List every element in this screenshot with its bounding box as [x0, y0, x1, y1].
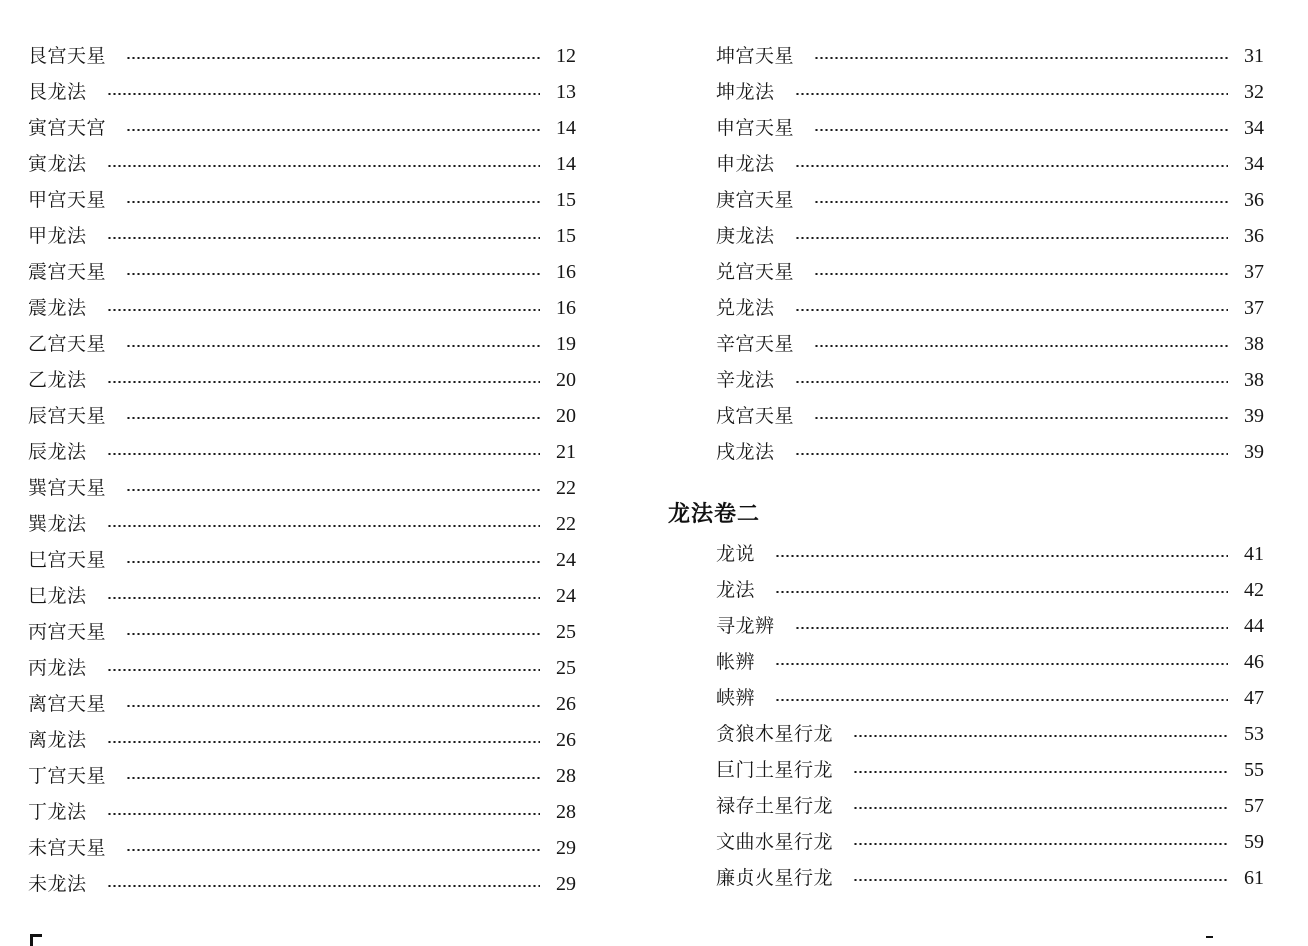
page-number: 36 [1244, 189, 1264, 211]
entry-title: 龙说 [716, 543, 756, 565]
toc-entry [28, 38, 576, 74]
page-number: 21 [556, 441, 576, 463]
entry-title: 申宫天星 [716, 117, 795, 139]
dot-leader [795, 453, 1228, 455]
dot-leader [107, 813, 540, 815]
dot-leader [775, 699, 1228, 701]
page-number: 28 [556, 765, 576, 787]
page-number: 16 [556, 261, 576, 283]
page-number: 39 [1244, 441, 1264, 463]
entry-title: 帐辨 [716, 651, 756, 673]
page-number: 25 [556, 657, 576, 679]
dot-leader [795, 165, 1228, 167]
entry-title: 巳宫天星 [28, 549, 107, 571]
entry-title: 震龙法 [28, 297, 87, 319]
dot-leader [107, 309, 540, 311]
toc-entry [668, 326, 1264, 362]
toc-entry [28, 290, 576, 326]
entry-title: 离龙法 [28, 729, 87, 751]
entry-title: 寅龙法 [28, 153, 87, 175]
page-number: 38 [1244, 333, 1264, 355]
entry-title: 文曲水星行龙 [716, 831, 834, 853]
page-number: 34 [1244, 117, 1264, 139]
dot-leader [107, 237, 540, 239]
page-number: 22 [556, 477, 576, 499]
entry-title: 戌宫天星 [716, 405, 795, 427]
dot-leader [853, 735, 1228, 737]
dot-leader [126, 345, 540, 347]
entry-title: 兑宫天星 [716, 261, 795, 283]
entry-title: 坤宫天星 [716, 45, 795, 67]
page-number: 41 [1244, 543, 1264, 565]
toc-entry [668, 146, 1264, 182]
page-number: 42 [1244, 579, 1264, 601]
dot-leader [814, 57, 1228, 59]
entry-title: 艮宫天星 [28, 45, 107, 67]
dot-leader [126, 561, 540, 563]
toc-entry [28, 470, 576, 506]
dot-leader [853, 879, 1228, 881]
toc-entry [668, 110, 1264, 146]
toc-entry [28, 362, 576, 398]
toc-entry [28, 758, 576, 794]
entry-title: 庚宫天星 [716, 189, 795, 211]
entry-title: 丁宫天星 [28, 765, 107, 787]
dot-leader [853, 843, 1228, 845]
page-number: 38 [1244, 369, 1264, 391]
dot-leader [107, 741, 540, 743]
entry-title: 禄存土星行龙 [716, 795, 834, 817]
toc-entry [28, 650, 576, 686]
page-number: 53 [1244, 723, 1264, 745]
page-number: 19 [556, 333, 576, 355]
entry-title: 丙龙法 [28, 657, 87, 679]
page-number: 20 [556, 405, 576, 427]
toc-entry [28, 434, 576, 470]
page-number: 61 [1244, 867, 1264, 889]
dot-leader [126, 57, 540, 59]
dot-leader [107, 93, 540, 95]
dot-leader [795, 237, 1228, 239]
toc-entry [28, 722, 576, 758]
page-number: 44 [1244, 615, 1264, 637]
dot-leader [126, 777, 540, 779]
page-number: 57 [1244, 795, 1264, 817]
dot-leader [107, 525, 540, 527]
page-number: 39 [1244, 405, 1264, 427]
toc-entry [668, 536, 1264, 572]
toc-entry [668, 680, 1264, 716]
dot-leader [126, 489, 540, 491]
dot-leader [814, 345, 1228, 347]
toc-right-list [668, 38, 1264, 470]
dot-leader [126, 273, 540, 275]
page-number: 22 [556, 513, 576, 535]
page-number: 15 [556, 225, 576, 247]
entry-title: 巽宫天星 [28, 477, 107, 499]
toc-entry [28, 686, 576, 722]
dot-leader [853, 807, 1228, 809]
entry-title: 辛龙法 [716, 369, 775, 391]
dot-leader [775, 555, 1228, 557]
page-number: 36 [1244, 225, 1264, 247]
toc-right-column [668, 38, 1264, 896]
toc-entry [668, 398, 1264, 434]
entry-title: 庚龙法 [716, 225, 775, 247]
section-heading: 龙法卷二 [668, 502, 761, 527]
entry-title: 震宫天星 [28, 261, 107, 283]
entry-title: 峡辨 [716, 687, 756, 709]
entry-title: 廉贞火星行龙 [716, 867, 834, 889]
dot-leader [107, 453, 540, 455]
toc-entry [28, 254, 576, 290]
dot-leader [775, 591, 1228, 593]
page-number: 59 [1244, 831, 1264, 853]
toc-entry [28, 506, 576, 542]
entry-title: 戌龙法 [716, 441, 775, 463]
page-number: 14 [556, 117, 576, 139]
dot-leader [126, 849, 540, 851]
entry-title: 辰龙法 [28, 441, 87, 463]
entry-title: 辰宫天星 [28, 405, 107, 427]
dot-leader [814, 417, 1228, 419]
entry-title: 未宫天星 [28, 837, 107, 859]
toc-entry [668, 824, 1264, 860]
toc-entry [668, 182, 1264, 218]
toc-entry [668, 752, 1264, 788]
entry-title: 丙宫天星 [28, 621, 107, 643]
dot-leader [795, 381, 1228, 383]
dot-leader [107, 885, 540, 887]
toc-entry [668, 572, 1264, 608]
entry-title: 巽龙法 [28, 513, 87, 535]
entry-title: 甲宫天星 [28, 189, 107, 211]
entry-title: 辛宫天星 [716, 333, 795, 355]
page-number: 26 [556, 693, 576, 715]
page-number: 55 [1244, 759, 1264, 781]
page-number: 24 [556, 549, 576, 571]
toc-entry [668, 788, 1264, 824]
entry-title: 巨门土星行龙 [716, 759, 834, 781]
page-number: 15 [556, 189, 576, 211]
page-number: 26 [556, 729, 576, 751]
toc-entry [668, 290, 1264, 326]
page-number: 29 [556, 837, 576, 859]
dot-leader [814, 273, 1228, 275]
page-number: 32 [1244, 81, 1264, 103]
page-number: 28 [556, 801, 576, 823]
entry-title: 乙龙法 [28, 369, 87, 391]
entry-title: 甲龙法 [28, 225, 87, 247]
toc-entry [28, 326, 576, 362]
toc-entry [28, 398, 576, 434]
toc-left-column [28, 38, 576, 902]
entry-title: 丁龙法 [28, 801, 87, 823]
entry-title: 乙宫天星 [28, 333, 107, 355]
entry-title: 申龙法 [716, 153, 775, 175]
entry-title: 寻龙辨 [716, 615, 775, 637]
dot-leader [126, 633, 540, 635]
page-corner-mark [1206, 936, 1213, 945]
page-number: 34 [1244, 153, 1264, 175]
page-number: 47 [1244, 687, 1264, 709]
entry-title: 艮龙法 [28, 81, 87, 103]
toc-entry [28, 110, 576, 146]
entry-title: 贪狼木星行龙 [716, 723, 834, 745]
toc-entry [28, 830, 576, 866]
toc-entry [28, 146, 576, 182]
toc-entry [668, 716, 1264, 752]
toc-entry [668, 362, 1264, 398]
dot-leader [107, 669, 540, 671]
toc-entry [28, 578, 576, 614]
page-number: 46 [1244, 651, 1264, 673]
entry-title: 寅宫天宫 [28, 117, 107, 139]
dot-leader [126, 201, 540, 203]
toc-entry [28, 614, 576, 650]
toc-entry [668, 860, 1264, 896]
dot-leader [126, 417, 540, 419]
page-number: 12 [556, 45, 576, 67]
page-corner-mark [30, 934, 42, 946]
page-number: 13 [556, 81, 576, 103]
page-number: 37 [1244, 261, 1264, 283]
page-number: 37 [1244, 297, 1264, 319]
toc-entry [668, 434, 1264, 470]
dot-leader [814, 201, 1228, 203]
dot-leader [126, 129, 540, 131]
dot-leader [107, 165, 540, 167]
entry-title: 龙法 [716, 579, 756, 601]
toc-entry [668, 608, 1264, 644]
page-number: 16 [556, 297, 576, 319]
page-number: 29 [556, 873, 576, 895]
toc-entry [668, 254, 1264, 290]
dot-leader [107, 381, 540, 383]
dot-leader [795, 309, 1228, 311]
toc-left-list [28, 38, 576, 902]
entry-title: 未龙法 [28, 873, 87, 895]
toc-entry [668, 38, 1264, 74]
page-number: 31 [1244, 45, 1264, 67]
toc-entry [28, 218, 576, 254]
toc-entry [28, 794, 576, 830]
dot-leader [107, 597, 540, 599]
toc-entry [28, 182, 576, 218]
dot-leader [795, 627, 1228, 629]
toc-entry [28, 74, 576, 110]
dot-leader [795, 93, 1228, 95]
dot-leader [775, 663, 1228, 665]
dot-leader [853, 771, 1228, 773]
entry-title: 巳龙法 [28, 585, 87, 607]
toc-entry [668, 644, 1264, 680]
entry-title: 离宫天星 [28, 693, 107, 715]
toc-entry [668, 218, 1264, 254]
dot-leader [126, 705, 540, 707]
page-number: 24 [556, 585, 576, 607]
page-number: 14 [556, 153, 576, 175]
toc-entry [668, 74, 1264, 110]
dot-leader [814, 129, 1228, 131]
toc-section-list [668, 536, 1264, 896]
toc-entry [28, 542, 576, 578]
page-number: 20 [556, 369, 576, 391]
page-number: 25 [556, 621, 576, 643]
entry-title: 坤龙法 [716, 81, 775, 103]
toc-entry [28, 866, 576, 902]
entry-title: 兑龙法 [716, 297, 775, 319]
